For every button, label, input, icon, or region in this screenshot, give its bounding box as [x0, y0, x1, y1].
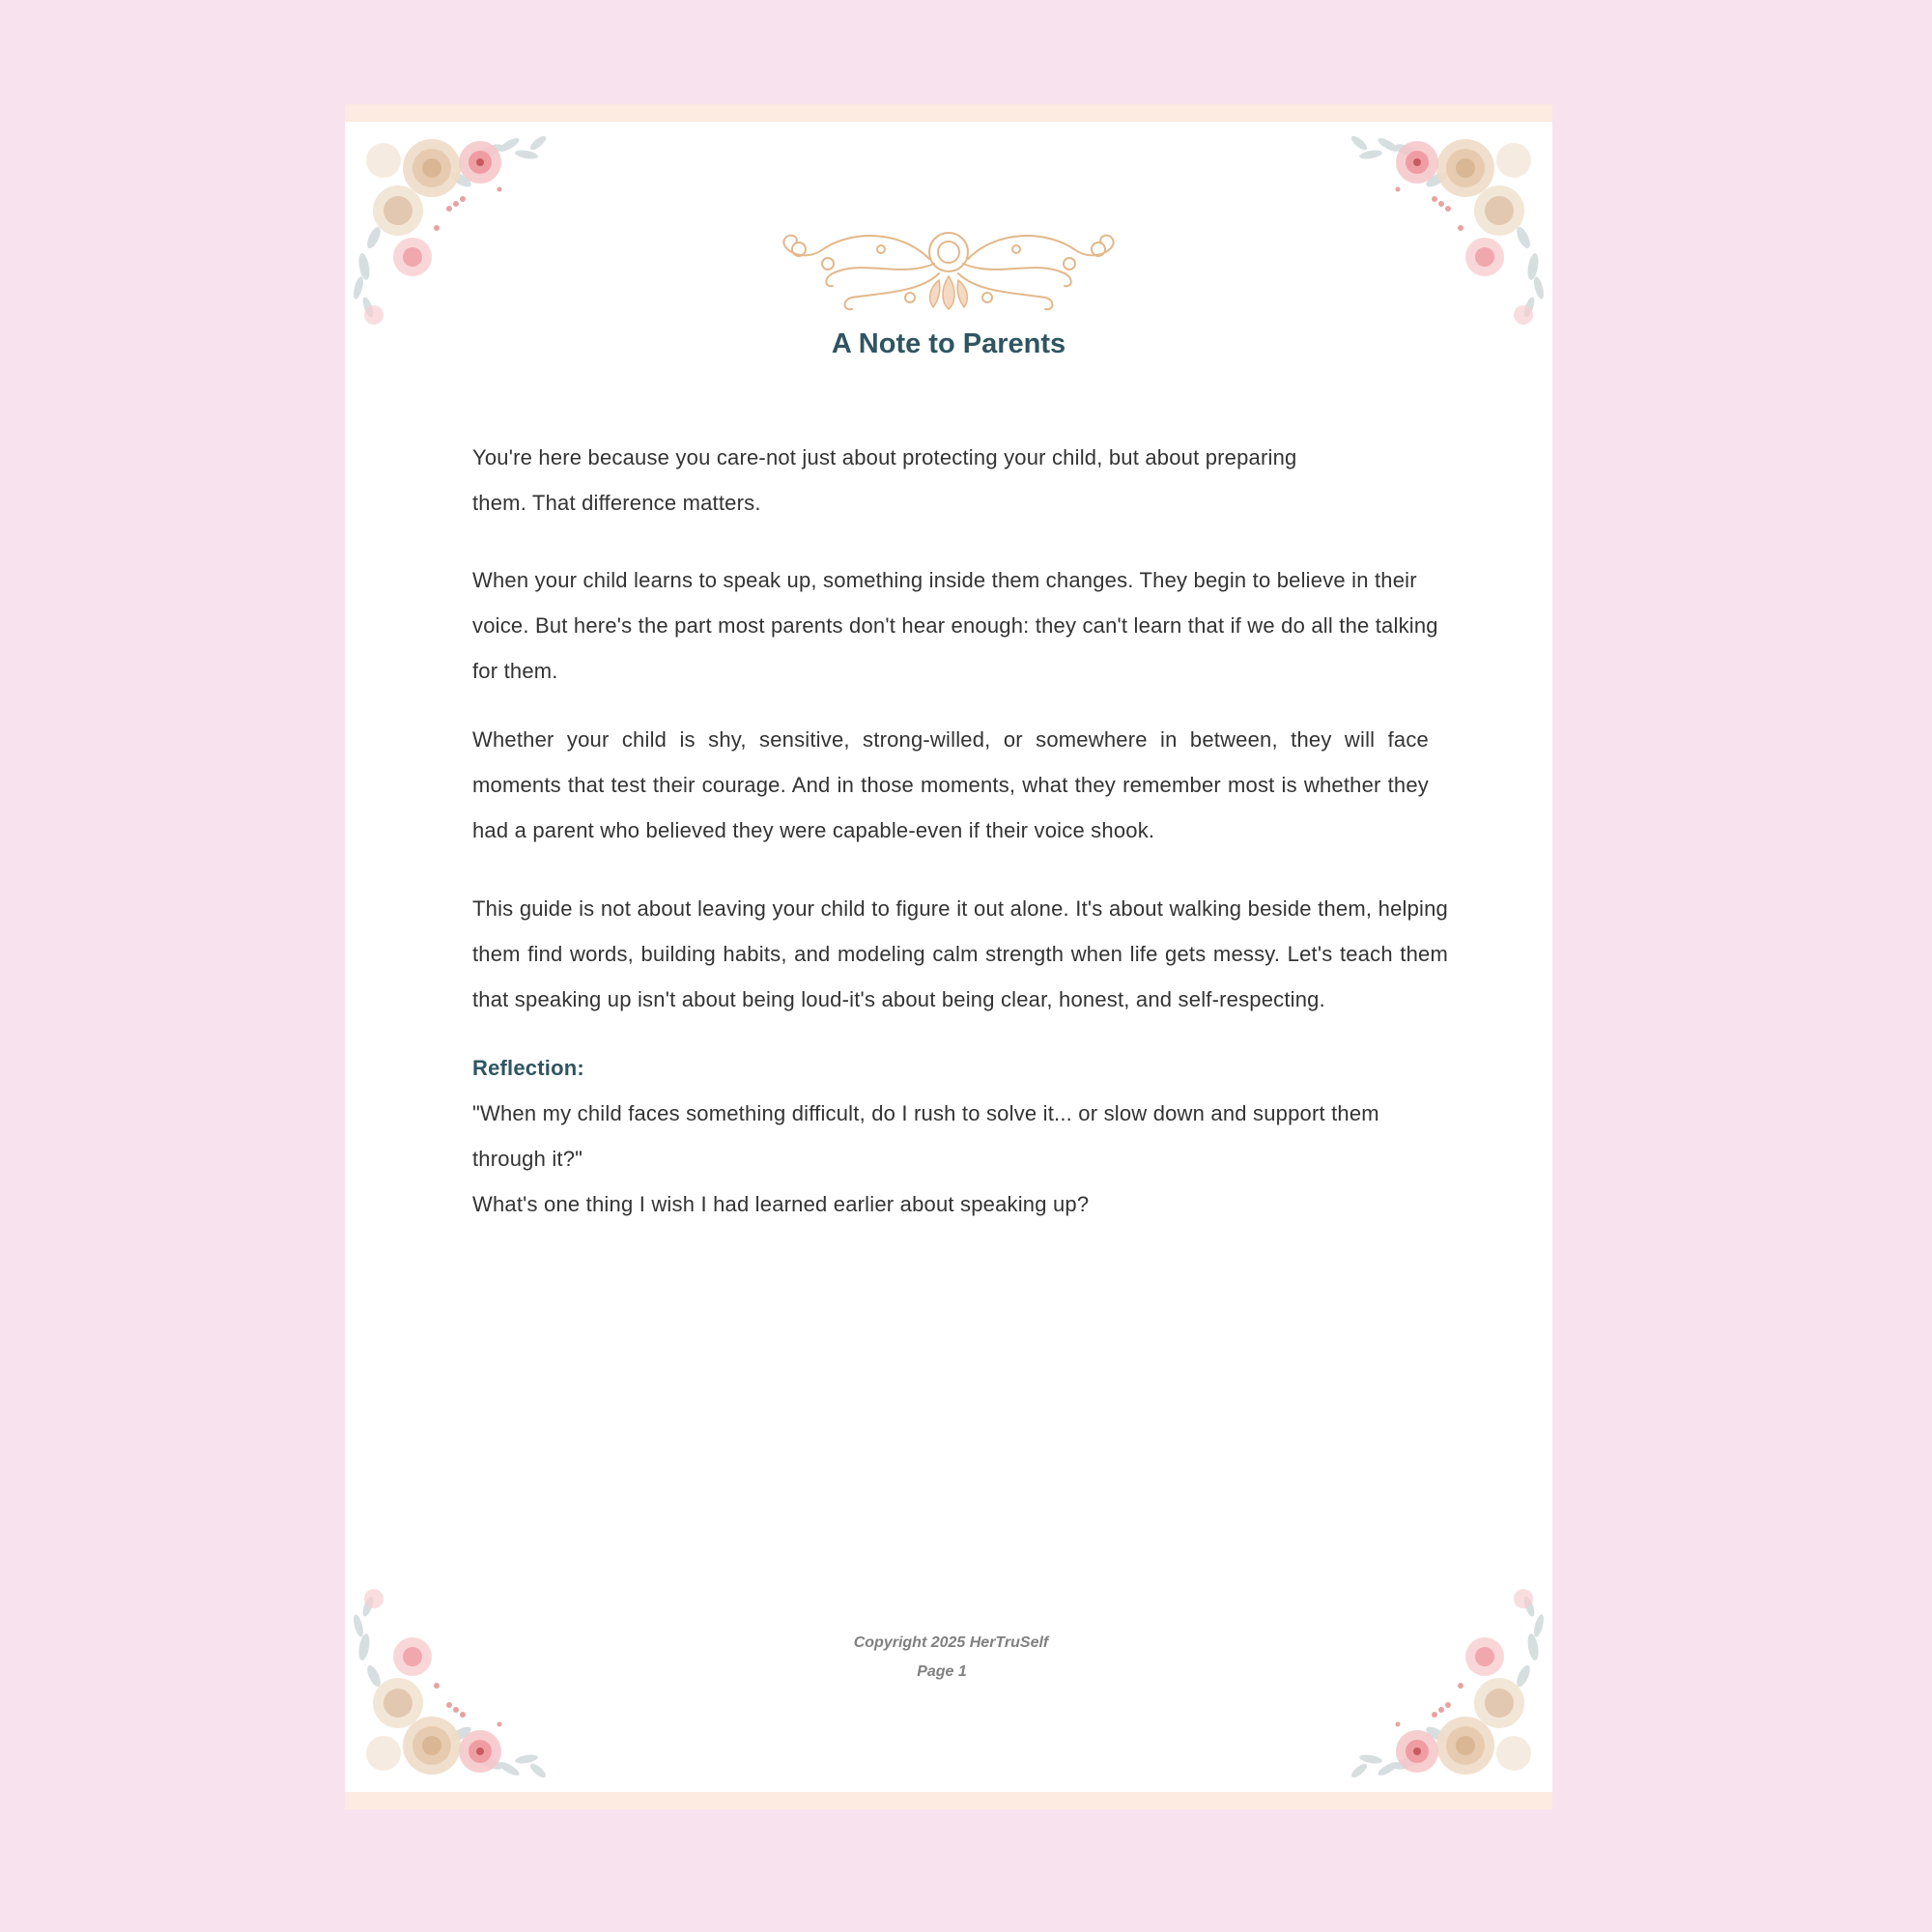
top-band: [345, 104, 1552, 122]
document-body: [472, 435, 1448, 1227]
page-number: Page 1: [917, 1663, 967, 1680]
paragraph: Whether your child is shy, sensitive, strong-willed, or somewhere in between, they will face moments that test their courage. And in those moments, what they remember most is whether they had a parent who believed they were capable-even if their voice shook.: [472, 727, 1429, 842]
paragraph: You're here because you care-not just about protecting your child, but about preparing them. That difference matters.: [472, 445, 1297, 515]
bottom-band: [345, 1792, 1552, 1809]
floral-corner-icon: [345, 122, 557, 344]
floral-corner-icon: [1340, 122, 1552, 344]
ornamental-flourish-icon: [755, 220, 1142, 327]
page-footer: [345, 1629, 1552, 1687]
reflection-quote: "When my child faces something difficult, do I rush to solve it... or slow down and support them through it?": [472, 1101, 1379, 1171]
paragraph: This guide is not about leaving your child to figure it out alone. It's about walking beside them, helping them find words, building habits, and modeling calm strength when life gets messy. Let's teach them that speaking up isn't about being loud-it's about being clear, honest, and self-respecting.: [472, 896, 1448, 1011]
document-page: [345, 104, 1552, 1809]
page-title: A Note to Parents: [831, 328, 1066, 359]
reflection-heading: Reflection:: [472, 1056, 584, 1080]
copyright-text: Copyright 2025 HerTruSelf: [853, 1634, 1049, 1651]
paragraph: When your child learns to speak up, something inside them changes. They begin to believe in their voice. But here's the part most parents don't hear enough: they can't learn that if we do all the talking for them.: [472, 568, 1438, 683]
reflection-question: What's one thing I wish I had learned earlier about speaking up?: [472, 1192, 1090, 1216]
